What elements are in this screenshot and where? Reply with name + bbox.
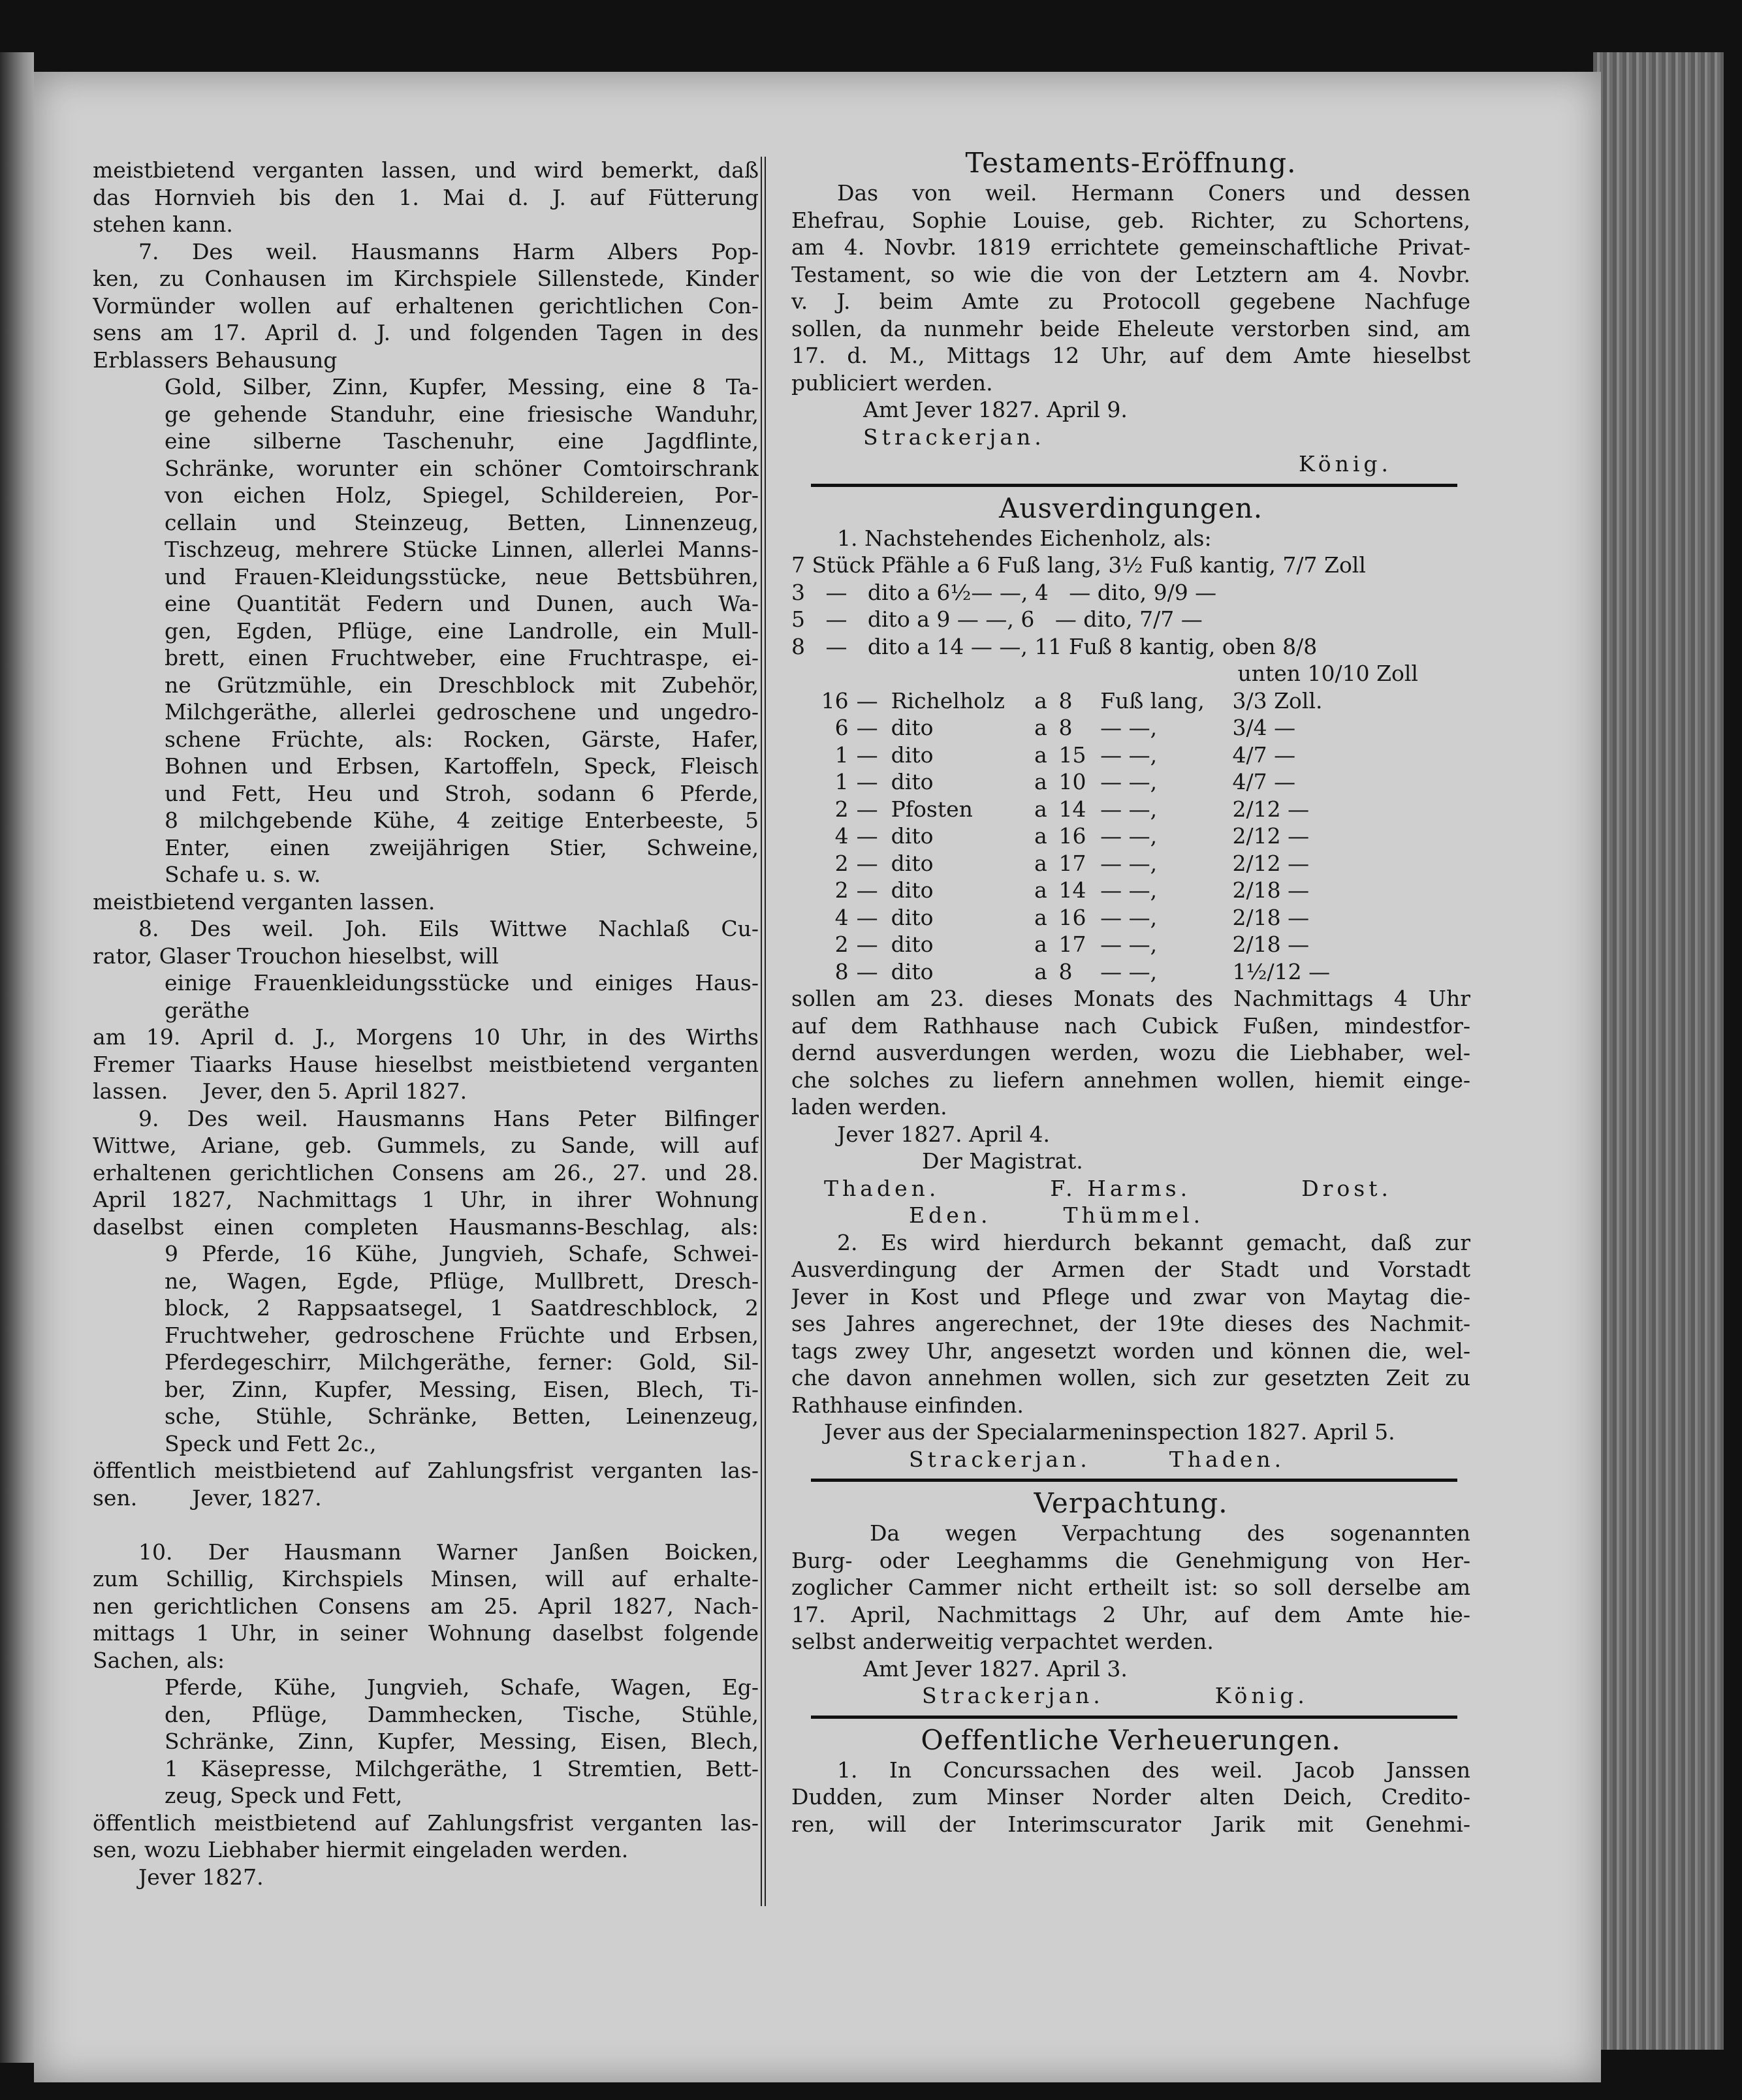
left-line: April 1827, Nachmittags 1 Uhr, in ihrer Wohnung — [93, 1187, 759, 1212]
signature: Drost. — [1301, 1175, 1392, 1201]
left-line: Schafe u. s. w. — [165, 862, 321, 887]
wood-cell: — — [856, 904, 878, 930]
left-line: mittags 1 Uhr, in seiner Wohnung daselbst folgende — [93, 1620, 759, 1646]
wood-cell: 8 — [1058, 958, 1073, 984]
wood-row — [811, 958, 1353, 986]
previous-page-edge — [0, 52, 34, 2063]
wood-cell: 4/7 — — [1232, 742, 1296, 768]
left-line: Fremer Tiaarks Hause hieselbst meistbietend verganten — [93, 1051, 759, 1077]
wood-cell: 8 — [1058, 687, 1073, 713]
left-line: öffentlich meistbietend auf Zahlungsfrist verganten las- — [93, 1810, 759, 1836]
left-line: ber, Zinn, Kupfer, Messing, Eisen, Blech, Ti- — [165, 1376, 759, 1402]
signature: Strackerjan. — [922, 1683, 1104, 1708]
left-line: das Hornvieh bis den 1. Mai d. J. auf Fütterung — [93, 184, 759, 210]
left-line: sen, wozu Liebhaber hiermit eingeladen werden. — [93, 1837, 629, 1862]
signature: König. — [1214, 1683, 1308, 1708]
wood-cell: 2 — [834, 850, 849, 876]
left-line: Schränke, Zinn, Kupfer, Messing, Eisen, Blech, — [165, 1729, 759, 1754]
wood-cell: dito — [891, 850, 934, 876]
left-line: Pferde, Kühe, Jungvieh, Schafe, Wagen, Eg- — [165, 1674, 759, 1700]
wood-cell: a — [1034, 715, 1047, 740]
ausverdingungen-line: che solches zu liefern annehmen wollen, hiemit einge- — [791, 1067, 1470, 1093]
wood-cell: — — [856, 958, 878, 984]
left-line: Enter, einen zweijährigen Stier, Schweine, — [165, 834, 759, 860]
left-line: Speck und Fett 2c., — [165, 1430, 377, 1456]
wood-row — [811, 742, 1353, 769]
oak-row: unten 10/10 Zoll — [1237, 661, 1418, 686]
left-line: daselbst einen completen Hausmanns-Beschlag, als: — [93, 1214, 759, 1240]
wood-cell: dito — [891, 958, 934, 984]
left-line: rator, Glaser Trouchon hieselbst, will — [93, 943, 499, 969]
wood-cell: dito — [891, 769, 934, 794]
wood-cell: — —, — [1100, 877, 1158, 903]
wood-table-body — [811, 687, 1353, 986]
signature: Thaden. — [1169, 1446, 1286, 1472]
wood-row — [811, 714, 1353, 742]
wood-cell: 3/3 Zoll. — [1232, 687, 1323, 713]
wood-cell: 1 — [834, 769, 849, 794]
left-line: zeug, Speck und Fett, — [165, 1783, 403, 1808]
left-line: Fruchtweher, gedroschene Früchte und Erbsen, — [165, 1322, 759, 1348]
wood-cell: dito — [891, 904, 934, 930]
left-line: ken, zu Conhausen im Kirchspiele Sillenstede, Kinder — [93, 266, 759, 291]
left-line: zum Schillig, Kirchspiels Minsen, will auf erhalte- — [93, 1566, 759, 1591]
ausverdingungen-line: Jever in Kost und Pflege und zwar von Maytag die- — [791, 1283, 1470, 1309]
newspaper-page — [34, 72, 1601, 2082]
left-line: 8. Des weil. Joh. Eils Wittwe Nachlaß Cu- — [138, 916, 759, 941]
verheuerungen-line: 1. In Concurssachen des weil. Jacob Janssen — [837, 1757, 1470, 1783]
signature: Thaden. — [824, 1175, 940, 1201]
left-line: 9 Pferde, 16 Kühe, Jungvieh, Schafe, Schwei- — [165, 1241, 759, 1266]
wood-cell: 16 — [1058, 904, 1086, 930]
wood-cell: a — [1034, 904, 1047, 930]
left-line: brett, einen Fruchtweber, eine Fruchtraspe, ei- — [165, 645, 759, 670]
left-line: und Fett, Heu und Stroh, sodann 6 Pferde, — [165, 780, 759, 806]
left-line: Bohnen und Erbsen, Kartoffeln, Speck, Fleisch — [165, 753, 759, 779]
wood-cell: 4 — [834, 823, 849, 849]
left-line: Vormünder wollen auf erhaltenen gerichtlichen Con- — [93, 292, 759, 319]
verpachtung-line: zoglicher Cammer nicht ertheilt ist: so soll derselbe am — [791, 1575, 1470, 1600]
wood-cell: dito — [891, 932, 934, 957]
wood-row — [811, 877, 1353, 904]
left-line: öffentlich meistbietend auf Zahlungsfrist verganten las- — [93, 1458, 759, 1483]
wood-row — [811, 768, 1353, 796]
testament-date: Amt Jever 1827. April 9. — [863, 397, 1128, 422]
wood-cell: a — [1034, 850, 1047, 876]
wood-cell: 4 — [834, 904, 849, 930]
ausverdingungen-intro: 1. Nachstehendes Eichenholz, als: — [837, 525, 1212, 551]
wood-cell: — — [856, 823, 878, 849]
verpachtung-line: 17. April, Nachmittags 2 Uhr, auf dem Amte hie- — [791, 1601, 1470, 1627]
wood-cell: — — [856, 687, 878, 713]
left-line: sens am 17. April d. J. und folgenden Tagen in des — [93, 320, 759, 345]
magistrat-label: Der Magistrat. — [922, 1148, 1083, 1174]
wood-cell: 8 — [834, 958, 849, 984]
section-rule — [791, 1710, 1470, 1724]
left-line: Pferdegeschirr, Milchgeräthe, ferner: Gold, Sil- — [165, 1349, 759, 1375]
book-page-edges — [1593, 52, 1724, 2050]
wood-cell: 14 — [1058, 877, 1086, 903]
wood-cell: dito — [891, 877, 934, 903]
wood-cell: a — [1034, 823, 1047, 849]
left-line: lassen. Jever, den 5. April 1827. — [93, 1078, 467, 1104]
testament-line: Das von weil. Hermann Coners und dessen — [837, 180, 1470, 206]
oak-row: 8 — dito a 14 — —, 11 Fuß 8 kantig, oben 8/8 — [791, 633, 1318, 659]
left-line: sche, Stühle, Schränke, Betten, Leinenzeug, — [165, 1403, 759, 1429]
left-line: cellain und Steinzeug, Betten, Linnenzeug, — [165, 509, 759, 535]
signature-row — [791, 1202, 1470, 1229]
wood-cell: 1½/12 — — [1232, 958, 1331, 984]
left-line: nen gerichtlichen Consens am 25. April 1827, Nach- — [93, 1593, 759, 1619]
wood-cell: 2/12 — — [1232, 850, 1310, 876]
left-line: 7. Des weil. Hausmanns Harm Albers Pop- — [138, 238, 759, 264]
left-line: Sachen, als: — [93, 1647, 225, 1673]
wood-cell: a — [1034, 932, 1047, 957]
left-line: block, 2 Rappsaatsegel, 1 Saatdreschblock, 2 — [165, 1295, 759, 1321]
wood-cell: Fuß lang, — [1100, 687, 1205, 713]
verpachtung-heading: Verpachtung. — [1034, 1487, 1228, 1519]
signature: Eden. — [909, 1202, 992, 1228]
left-line: am 19. April d. J., Morgens 10 Uhr, in des Wirths — [93, 1024, 759, 1050]
left-line: den, Pflüge, Dammhecken, Tische, Stühle, — [165, 1701, 759, 1727]
wood-cell: 17 — [1058, 932, 1086, 957]
verheuerungen-line: ren, will der Interimscurator Jarik mit Genehmi- — [791, 1811, 1470, 1837]
wood-cell: 2 — [834, 877, 849, 903]
ausverdingungen-line: sollen am 23. dieses Monats des Nachmittags 4 Uhr — [791, 986, 1470, 1011]
verpachtung-line: Burg- oder Leeghamms die Genehmigung von Her- — [791, 1547, 1470, 1573]
wood-cell: — —, — [1100, 904, 1158, 930]
left-line: eine Quantität Federn und Dunen, auch Wa- — [165, 591, 759, 616]
wood-cell: 1 — [834, 742, 849, 768]
wood-row — [811, 931, 1353, 958]
wood-cell: 2/18 — — [1232, 877, 1310, 903]
signature: Thümmel. — [1063, 1202, 1205, 1228]
wood-cell: — —, — [1100, 958, 1158, 984]
ausverdingungen-date: Jever 1827. April 4. — [837, 1121, 1050, 1147]
left-line: 9. Des weil. Hausmanns Hans Peter Bilfinger — [138, 1105, 759, 1131]
verpachtung-line: Da wegen Verpachtung des sogenannten — [870, 1520, 1470, 1546]
wood-cell: a — [1034, 687, 1047, 713]
testament-line: Testament, so wie die von der Letztern am 4. Novbr. — [791, 261, 1470, 287]
wood-cell: — — [856, 715, 878, 740]
left-line: Milchgeräthe, allerlei gedroschene und ungedro- — [165, 699, 759, 725]
left-line: meistbietend verganten lassen. — [93, 888, 436, 915]
left-line: 8 milchgebende Kühe, 4 zeitige Enterbeeste, 5 — [165, 807, 759, 833]
left-line: 10. Der Hausmann Warner Janßen Boicken, — [138, 1539, 759, 1565]
left-line: und Frauen-Kleidungsstücke, neue Bettsbühren, — [165, 563, 759, 589]
verpachtung-line: selbst anderweitig verpachtet werden. — [791, 1629, 1214, 1654]
left-line: schene Früchte, als: Rocken, Gärste, Hafer, — [165, 726, 759, 752]
left-line: Gold, Silber, Zinn, Kupfer, Messing, eine 8 Ta- — [165, 374, 759, 400]
wood-cell: — — [856, 932, 878, 957]
wood-row — [811, 850, 1353, 877]
wood-cell: — —, — [1100, 850, 1158, 876]
left-line: Jever 1827. — [138, 1864, 264, 1890]
signature: Strackerjan. — [909, 1446, 1091, 1472]
wood-cell: — — [856, 850, 878, 876]
wood-cell: 17 — [1058, 850, 1086, 876]
left-line: meistbietend verganten lassen, und wird bemerkt, daß — [93, 157, 759, 183]
wood-cell: 4/7 — — [1232, 769, 1296, 794]
wood-cell: 2/12 — — [1232, 796, 1310, 822]
wood-table — [811, 687, 1353, 986]
wood-cell: a — [1034, 877, 1047, 903]
left-line: sen. Jever, 1827. — [93, 1484, 322, 1511]
ausverdingungen-line: tags zwey Uhr, angesetzt worden und können die, wel- — [791, 1338, 1470, 1364]
ausverdingungen-line: Rathhause einfinden. — [791, 1392, 1024, 1418]
wood-cell: — —, — [1100, 769, 1158, 794]
oak-row: 7 Stück Pfähle a 6 Fuß lang, 3½ Fuß kantig, 7/7 Zoll — [791, 552, 1366, 578]
wood-cell: 2 — [834, 796, 849, 822]
left-line: gen, Egden, Pflüge, eine Landrolle, ein Mull- — [165, 618, 759, 644]
ausverdingungen-line: laden werden. — [791, 1094, 947, 1120]
wood-cell: dito — [891, 742, 934, 768]
wood-cell: — —, — [1100, 932, 1158, 957]
left-column — [93, 157, 759, 1890]
left-line: stehen kann. — [93, 212, 233, 237]
wood-cell: dito — [891, 823, 934, 849]
left-line: Wittwe, Ariane, geb. Gummels, zu Sande, will auf — [93, 1133, 759, 1158]
signature-row — [791, 1175, 1470, 1202]
right-column — [791, 147, 1470, 1838]
left-line: einige Frauenkleidungsstücke und einiges Haus- — [165, 970, 759, 995]
testament-line: 17. d. M., Mittags 12 Uhr, auf dem Amte hieselbst — [791, 343, 1470, 368]
wood-cell: — — [856, 877, 878, 903]
left-line — [93, 1511, 759, 1539]
wood-cell: — — [856, 796, 878, 822]
wood-cell: 2/18 — — [1232, 904, 1310, 930]
wood-cell: 3/4 — — [1232, 715, 1296, 740]
left-line: ne, Wagen, Egde, Pflüge, Mullbrett, Dresch- — [165, 1268, 759, 1294]
wood-cell: — —, — [1100, 715, 1158, 740]
left-line: 1 Käsepresse, Milchgeräthe, 1 Stremtien, Bett- — [165, 1755, 759, 1781]
ausverdingungen-heading: Ausverdingungen. — [998, 492, 1263, 524]
wood-cell: — — [856, 742, 878, 768]
section-rule — [791, 1473, 1470, 1487]
wood-row — [811, 687, 1353, 715]
testament-line: Ehefrau, Sophie Louise, geb. Richter, zu Schortens, — [791, 207, 1470, 233]
testament-signer: König. — [1298, 451, 1392, 477]
ausverdingungen-line: auf dem Rathhause nach Cubick Fußen, mindestfor- — [791, 1012, 1470, 1039]
signature-row — [791, 1446, 1470, 1473]
wood-cell: 15 — [1058, 742, 1086, 768]
wood-cell: 10 — [1058, 769, 1086, 794]
testament-line: v. J. beim Amte zu Protocoll gegebene Nachfuge — [791, 289, 1470, 314]
testament-line: publiciert werden. — [791, 369, 993, 396]
column-divider — [761, 157, 766, 1906]
wood-cell: 14 — [1058, 796, 1086, 822]
ausverdingungen-line: Ausverdingung der Armen der Stadt und Vorstadt — [791, 1257, 1470, 1282]
wood-cell: — —, — [1100, 796, 1158, 822]
testament-line: sollen, da nunmehr beide Eheleute verstorben sind, am — [791, 315, 1470, 341]
wood-row — [811, 904, 1353, 932]
left-line: Tischzeug, mehrere Stücke Linnen, allerlei Manns- — [165, 537, 759, 562]
left-line: Schränke, worunter ein schöner Comtoirschrank — [165, 455, 759, 481]
wood-cell: 8 — [1058, 715, 1073, 740]
verpachtung-date: Amt Jever 1827. April 3. — [863, 1655, 1128, 1682]
wood-cell: 16 — [1058, 823, 1086, 849]
signature: F. Harms. — [1050, 1175, 1192, 1201]
section-rule — [791, 478, 1470, 492]
oak-row: 5 — dito a 9 — —, 6 — dito, 7/7 — — [791, 606, 1203, 632]
wood-cell: 16 — [821, 687, 849, 713]
wood-cell: Richelholz — [891, 687, 1005, 713]
left-line: ne Grützmühle, ein Dreschblock mit Zubehör, — [165, 672, 759, 698]
wood-cell: 2/12 — — [1232, 823, 1310, 849]
wood-cell: — —, — [1100, 742, 1158, 768]
left-line: Erblassers Behausung — [93, 347, 338, 373]
oak-row: 3 — dito a 6½— —, 4 — dito, 9/9 — — [791, 579, 1217, 605]
wood-cell: — —, — [1100, 823, 1158, 849]
wood-row — [811, 796, 1353, 823]
wood-cell: Pfosten — [891, 796, 973, 822]
wood-cell: 6 — [834, 715, 849, 740]
ausverdingungen-date: Jever aus der Specialarmeninspection 1827. April 5. — [824, 1419, 1395, 1445]
ausverdingungen-line: ses Jahres angerechnet, der 19te dieses des Nachmit- — [791, 1311, 1470, 1336]
wood-cell: a — [1034, 769, 1047, 794]
ausverdingungen-line: dernd ausverdungen werden, wozu die Liebhaber, wel- — [791, 1040, 1470, 1065]
testament-heading: Testaments-Eröffnung. — [965, 147, 1297, 179]
wood-cell: 2/18 — — [1232, 932, 1310, 957]
wood-cell: a — [1034, 796, 1047, 822]
signature-row — [791, 1682, 1470, 1710]
testament-line: am 4. Novbr. 1819 errichtete gemeinschaftliche Privat- — [791, 234, 1470, 260]
verheuerungen-line: Dudden, zum Minser Norder alten Deich, Credito- — [791, 1784, 1470, 1810]
left-line: geräthe — [165, 997, 250, 1023]
verheuerungen-heading: Oeffentliche Verheuerungen. — [921, 1723, 1341, 1756]
wood-cell: a — [1034, 742, 1047, 768]
left-line: eine silberne Taschenuhr, eine Jagdflinte, — [165, 428, 759, 454]
wood-cell: dito — [891, 715, 934, 740]
ausverdingungen-line: 2. Es wird hierdurch bekannt gemacht, daß zur — [837, 1229, 1470, 1255]
wood-cell: — — [856, 769, 878, 794]
wood-cell: 2 — [834, 932, 849, 957]
ausverdingungen-line: che davon annehmen wollen, sich zur gesetzten Zeit zu — [791, 1365, 1470, 1390]
wood-row — [811, 823, 1353, 850]
left-line: von eichen Holz, Spiegel, Schildereien, Por- — [165, 482, 759, 508]
wood-cell: a — [1034, 958, 1047, 984]
left-line: ge gehende Standuhr, eine friesische Wanduhr, — [165, 401, 759, 427]
left-line: erhaltenen gerichtlichen Consens am 26., 27. und 28. — [93, 1159, 759, 1185]
testament-signer: Strackerjan. — [863, 424, 1045, 450]
